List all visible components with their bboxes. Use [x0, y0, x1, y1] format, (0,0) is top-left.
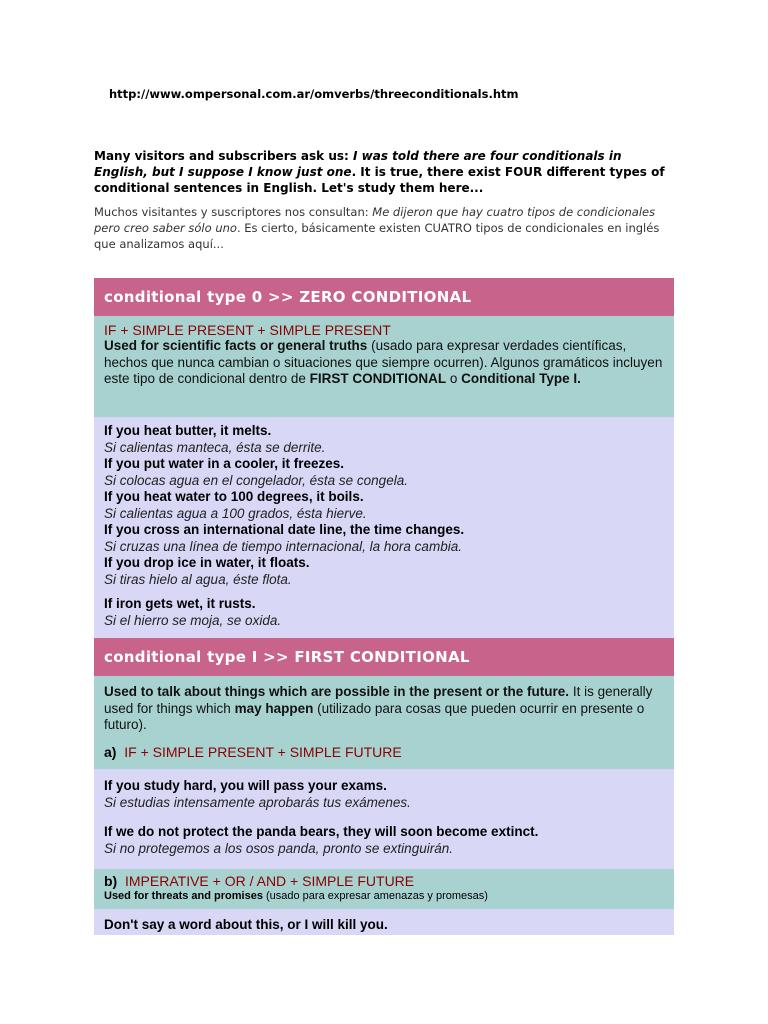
zero-conditional-formula-block: [94, 316, 674, 417]
example-pair: [104, 778, 664, 811]
formula-a-prefix: a): [104, 743, 117, 760]
first-formula-b: [104, 873, 664, 889]
example-english: If you drop ice in water, it floats.: [104, 555, 310, 570]
zero-conditional-examples: [94, 417, 674, 638]
first-conditional-desc-block: [94, 676, 674, 769]
zero-desc-rest: (usado para expresar verdades científicas, hechos que nunca cambian o situaciones que siempre ocurren). Algunos gramáticos incluyen este tipo de condicional dentro de: [104, 338, 663, 386]
first-conditional-header: conditional type I >> FIRST CONDITIONAL: [94, 638, 674, 676]
example-pair: [104, 555, 664, 588]
first-desc-bold: Used to talk about things which are possible in the present or the future.: [104, 684, 570, 699]
formula-b-note-bold: Used for threats and promises: [104, 890, 263, 902]
zero-description: [104, 338, 664, 388]
first-desc-rest: It is generally used for things which: [104, 684, 653, 716]
example-english: If we do not protect the panda bears, they will soon become extinct.: [104, 824, 539, 839]
intro-english: [94, 148, 679, 196]
intro-es-quote: Me dijeron que hay cuatro tipos de condicionales pero creo saber sólo uno: [94, 205, 656, 235]
formula-b-prefix: b): [104, 873, 118, 889]
example-pair: [104, 489, 664, 522]
example-pair: [104, 522, 664, 555]
first-conditional-examples-a: [94, 769, 674, 869]
zero-desc-mid: o: [446, 371, 462, 386]
formula-b-text: IMPERATIVE + OR / AND + SIMPLE FUTURE: [125, 873, 415, 889]
intro-spanish: [94, 204, 679, 252]
zero-desc-bold: Used for scientific facts or general truths: [104, 338, 368, 353]
example-english: If you put water in a cooler, it freezes.: [104, 456, 345, 471]
first-formula-a: [104, 744, 664, 760]
formula-b-note-rest: (usado para expresar amenazas y promesas): [262, 890, 488, 902]
zero-formula: IF + SIMPLE PRESENT + SIMPLE PRESENT: [104, 322, 391, 338]
example-pair: [104, 596, 664, 629]
example-spanish: Si no protegemos a los osos panda, pronto se extinguirán.: [104, 840, 453, 856]
example-english: If you heat butter, it melts.: [104, 423, 272, 438]
first-desc-rest2: (utilizado para cosas que pueden ocurrir en presente o futuro).: [104, 700, 645, 732]
example-english: If you cross an international date line, the time changes.: [104, 522, 465, 537]
intro-es-text-1: Muchos visitantes y suscriptores nos consultan:: [94, 205, 373, 219]
example-spanish: Si el hierro se moja, se oxida.: [104, 612, 282, 628]
example-spanish: Si calientas agua a 100 grados, ésta hierve.: [104, 505, 367, 521]
source-url[interactable]: http://www.ompersonal.com.ar/omverbs/threeconditionals.htm: [109, 87, 519, 101]
example-pair: [104, 423, 664, 456]
first-description: [104, 684, 664, 734]
first-conditional-examples-b: [94, 909, 674, 935]
formula-a-text: IF + SIMPLE PRESENT + SIMPLE FUTURE: [124, 743, 402, 760]
example-english: If you heat water to 100 degrees, it boils.: [104, 489, 364, 504]
example-spanish: Si estudias intensamente aprobarás tus exámenes.: [104, 794, 411, 810]
intro-en-quote: I was told there are four conditionals in English, but I suppose I know just one: [94, 149, 622, 179]
example-pair: [104, 824, 664, 857]
first-conditional-formula-b: [94, 869, 674, 909]
example-english: If iron gets wet, it rusts.: [104, 596, 256, 611]
zero-desc-bold3: Conditional Type I.: [461, 371, 581, 386]
example-spanish: Si cruzas una línea de tiempo internacional, la hora cambia.: [104, 538, 462, 554]
intro-en-text-2: . It is true, there exist FOUR different types of conditional sentences in English. Let's study them here...: [94, 165, 665, 195]
intro-en-text-1: Many visitors and subscribers ask us:: [94, 149, 353, 163]
example-english: If you study hard, you will pass your exams.: [104, 778, 387, 793]
example-spanish: Si calientas manteca, ésta se derrite.: [104, 439, 326, 455]
zero-desc-bold2: FIRST CONDITIONAL: [309, 371, 447, 386]
example-spanish: Si tiras hielo al agua, éste flota.: [104, 571, 292, 587]
first-desc-bold2: may happen: [234, 700, 314, 716]
zero-conditional-header: conditional type 0 >> ZERO CONDITIONAL: [94, 278, 674, 316]
example-english: Don't say a word about this, or I will kill you.: [104, 917, 388, 932]
intro-es-text-2: . Es cierto, básicamente existen CUATRO tipos de condicionales en inglés que analizamos aquí...: [94, 221, 660, 251]
formula-b-note: [104, 889, 664, 903]
example-spanish: Si colocas agua en el congelador, ésta se congela.: [104, 472, 408, 488]
example-pair: [104, 456, 664, 489]
